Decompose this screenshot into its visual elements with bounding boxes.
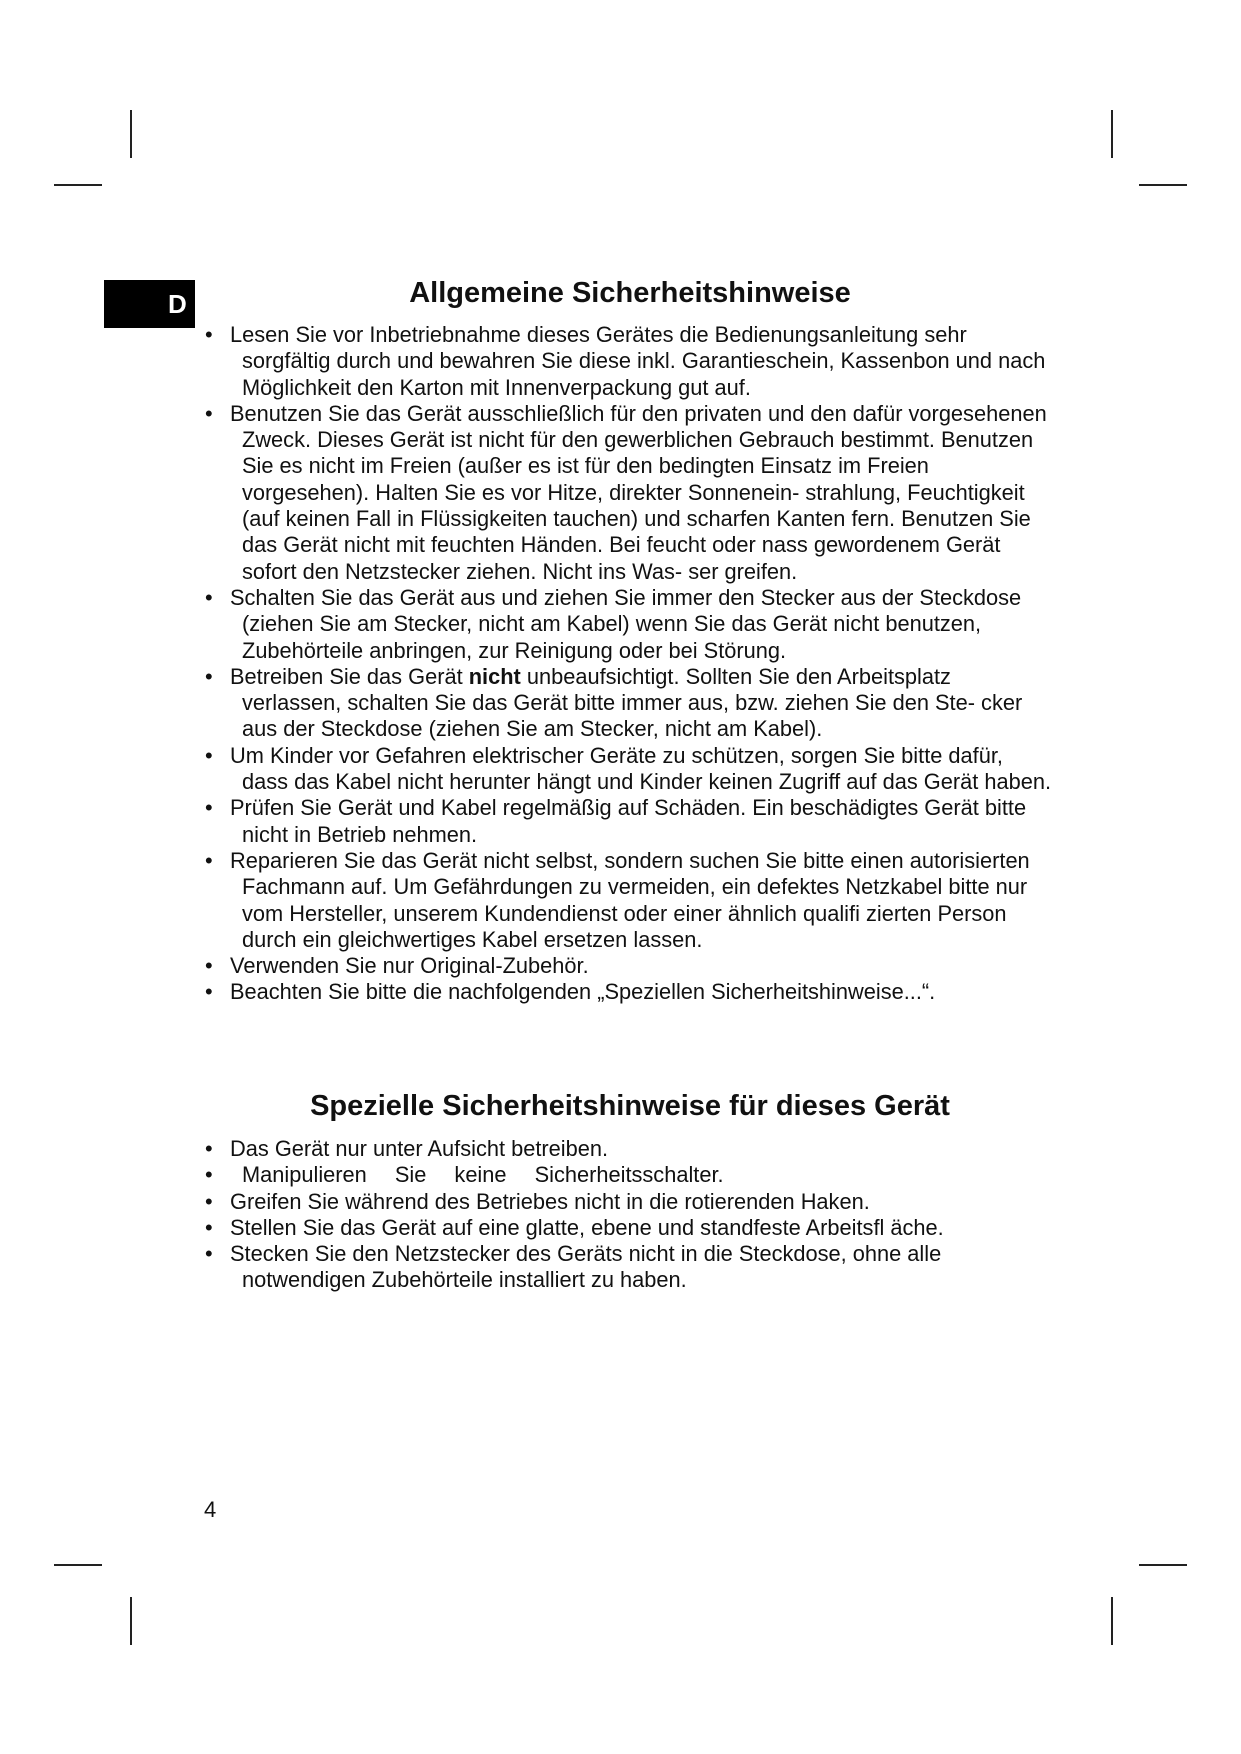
- special-safety-list: [205, 1136, 1055, 1294]
- bullet-icon: •: [205, 742, 213, 768]
- crop-mark-top-left-vertical: [130, 110, 132, 158]
- list-item: [205, 585, 1055, 664]
- crop-mark-top-right-horizontal: [1139, 184, 1187, 186]
- bullet-icon: •: [205, 1241, 213, 1267]
- list-item: [205, 322, 1055, 401]
- bullet-icon: •: [205, 1136, 213, 1161]
- bullet-icon: •: [205, 979, 213, 1005]
- list-item-text: Manipulieren Sie keine Sicherheitsschalter.: [242, 1162, 724, 1188]
- bullet-icon: •: [205, 663, 213, 689]
- section-title-general: Allgemeine Sicherheitshinweise: [409, 277, 851, 309]
- bullet-icon: •: [205, 847, 213, 873]
- page-number: 4: [204, 1497, 217, 1522]
- crop-mark-bottom-left-vertical: [130, 1597, 132, 1645]
- crop-mark-bottom-right-horizontal: [1139, 1564, 1187, 1566]
- list-item-text: Greifen Sie während des Betriebes nicht in die rotierenden Haken.: [230, 1188, 870, 1214]
- bullet-icon: •: [205, 953, 213, 979]
- list-item-text: Beachten Sie bitte die nachfolgenden „Speziellen Sicherheitshinweise...“.: [230, 979, 936, 1005]
- text-after-emphasis: unbeaufsichtigt. Sollten Sie den Arbeitsplatz verlassen, schalten Sie das Gerät bitte immer aus, bzw. ziehen Sie den Ste- cker aus der Steckdose (ziehen Sie am Stecker, nicht am Kabel).: [242, 663, 1023, 742]
- list-item: [205, 664, 1055, 743]
- bullet-icon: •: [205, 1214, 213, 1240]
- list-item-text: Um Kinder vor Gefahren elektrischer Geräte zu schützen, sorgen Sie bitte dafür, dass das Kabel nicht herunter hängt und Kinder keinen Zugriff auf das Gerät haben.: [230, 742, 1052, 795]
- list-item: [205, 1189, 1055, 1215]
- list-item: [205, 979, 1055, 1005]
- list-item: [205, 743, 1055, 796]
- list-item: [205, 1136, 1055, 1162]
- list-item-text: Verwenden Sie nur Original-Zubehör.: [230, 953, 589, 979]
- list-item: [205, 1241, 1055, 1294]
- list-item-text: Schalten Sie das Gerät aus und ziehen Sie immer den Stecker aus der Steckdose (ziehen Sie am Stecker, nicht am Kabel) wenn Sie das Gerät nicht benutzen, Zubehörteile anbringen, zur Reinigung oder bei Störung.: [230, 584, 1022, 663]
- list-item-text: Das Gerät nur unter Aufsicht betreiben.: [230, 1136, 609, 1161]
- bullet-icon: •: [205, 1188, 213, 1214]
- list-item: [205, 953, 1055, 979]
- crop-mark-top-right-vertical: [1111, 110, 1113, 158]
- bullet-icon: •: [205, 322, 213, 347]
- bullet-icon: •: [205, 795, 213, 821]
- general-safety-list: [205, 322, 1055, 1006]
- bullet-icon: •: [205, 1162, 213, 1188]
- list-item-text: [230, 664, 1022, 742]
- list-item: [205, 401, 1055, 585]
- text-before-emphasis: Betreiben Sie das Gerät: [230, 663, 469, 689]
- list-item-text: Lesen Sie vor Inbetriebnahme dieses Gerätes die Bedienungsanleitung sehr sorgfältig durch und bewahren Sie diese inkl. Garantieschein, Kassenbon und nach Möglichkeit den Karton mit Innenverpackung gut auf.: [230, 322, 1046, 400]
- language-tab: D: [104, 280, 195, 328]
- list-item-text: Stecken Sie den Netzstecker des Geräts nicht in die Steckdose, ohne alle notwendigen Zubehörteile installiert zu haben.: [230, 1241, 942, 1293]
- list-item: [205, 1215, 1055, 1241]
- list-item: [205, 1162, 1055, 1188]
- crop-mark-bottom-left-horizontal: [54, 1564, 102, 1566]
- bullet-icon: •: [205, 400, 213, 426]
- list-item: [205, 795, 1055, 848]
- emphasis-text: nicht: [468, 663, 521, 689]
- list-item-text: Reparieren Sie das Gerät nicht selbst, sondern suchen Sie bitte einen autorisierten Fachmann auf. Um Gefährdungen zu vermeiden, ein defektes Netzkabel bitte nur vom Hersteller, unserem Kundendienst oder einer ähnlich qualifi zierten Person durch ein gleichwertiges Kabel ersetzen lassen.: [230, 847, 1030, 952]
- list-item: [205, 848, 1055, 953]
- list-item-text: Stellen Sie das Gerät auf eine glatte, ebene und standfeste Arbeitsfl äche.: [230, 1214, 944, 1240]
- section-title-special: Spezielle Sicherheitshinweise für dieses Gerät: [310, 1090, 950, 1122]
- bullet-icon: •: [205, 584, 213, 610]
- crop-mark-top-left-horizontal: [54, 184, 102, 186]
- list-item-text: Prüfen Sie Gerät und Kabel regelmäßig auf Schäden. Ein beschädigtes Gerät bitte nicht in Betrieb nehmen.: [230, 795, 1027, 847]
- list-item-text: Benutzen Sie das Gerät ausschließlich für den privaten und den dafür vorgesehenen Zweck. Dieses Gerät ist nicht für den gewerblichen Gebrauch bestimmt. Benutzen Sie es nicht im Freien (außer es ist für den bedingten Einsatz im Freien vorgesehen). Halten Sie es vor Hitze, direkter Sonnenein- strahlung, Feuchtigkeit (auf keinen Fall in Flüssigkeiten tauchen) und scharfen Kanten fern. Benutzen Sie das Gerät nicht mit feuchten Händen. Bei feucht oder nass gewordenem Gerät sofort den Netzstecker ziehen. Nicht ins Was- ser greifen.: [230, 400, 1047, 584]
- crop-mark-bottom-right-vertical: [1111, 1597, 1113, 1645]
